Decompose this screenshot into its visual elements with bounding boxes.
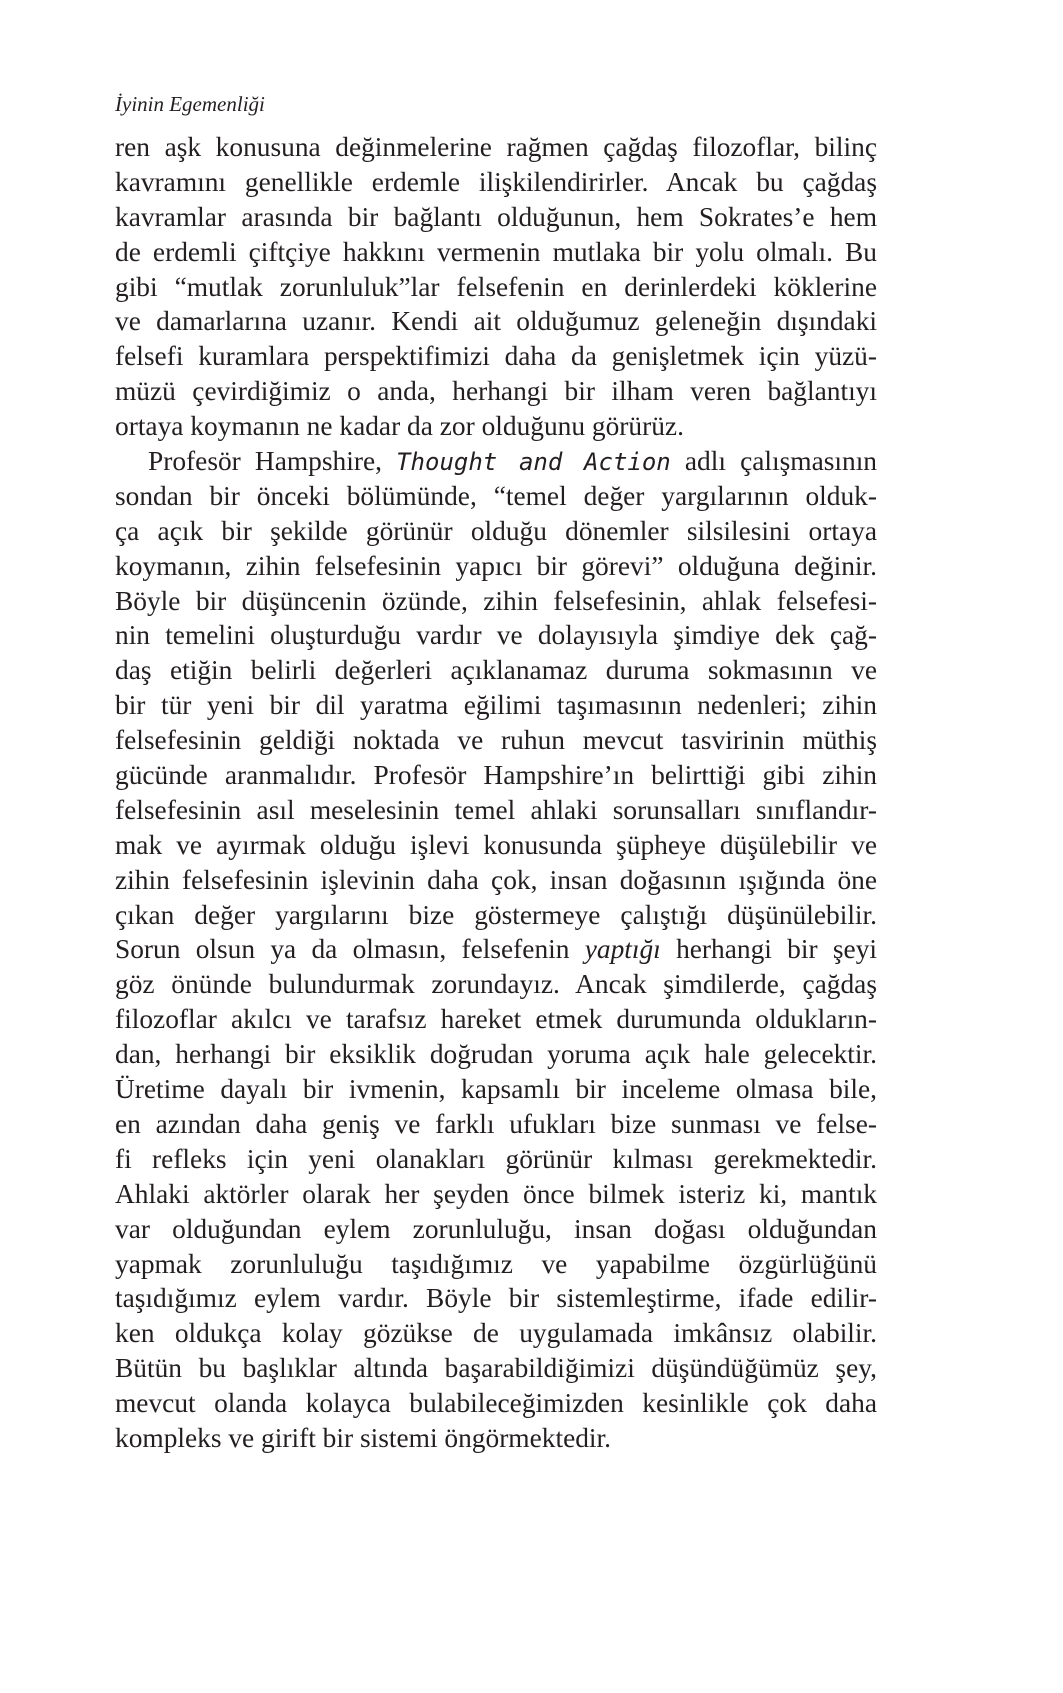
text-line: taşıdığımız eylem vardır. Böyle bir sistemleştirme, ifade edilir- (115, 1283, 877, 1314)
text-line: Böyle bir düşüncenin özünde, zihin felsefesinin, ahlak felsefesi- (115, 585, 877, 616)
text-line: koymanın, zihin felsefesinin yapıcı bir görevi” olduğuna değinir. (115, 550, 877, 581)
text-line: ortaya koymanın ne kadar da zor olduğunu görürüz. (115, 411, 684, 442)
text-segment: adlı çalışmasının (670, 446, 877, 477)
text-line: gibi “mutlak zorunluluk”lar felsefenin en derinlerdeki köklerine (115, 271, 877, 302)
text-line: müzü çevirdiğimiz o anda, herhangi bir ilham veren bağlantıyı (115, 376, 877, 407)
text-line: ça açık bir şekilde görünür olduğu dönemler silsilesini ortaya (115, 515, 877, 546)
text-line: kavramlar arasında bir bağlantı olduğunun, hem Sokrates’e hem (115, 201, 877, 232)
text-line: Ahlaki aktörler olarak her şeyden önce bilmek isteriz ki, mantık (115, 1178, 877, 1209)
text-line: göz önünde bulundurmak zorundayız. Ancak şimdilerde, çağdaş (115, 969, 877, 1000)
text-line: fi refleks için yeni olanakları görünür kılması gerekmektedir. (115, 1143, 877, 1174)
text-line: bir tür yeni bir dil yaratma eğilimi taşımasının nedenleri; zihin (115, 690, 877, 721)
text-line: sondan bir önceki bölümünde, “temel değer yargılarının olduk- (115, 480, 877, 511)
text-line: nin temelini oluşturduğu vardır ve dolayısıyla şimdiye dek çağ- (115, 620, 877, 651)
text-line: Üretime dayalı bir ivmenin, kapsamlı bir inceleme olmasa bile, (115, 1074, 877, 1105)
emphasis: yaptığı (584, 934, 661, 965)
text-line: ve damarlarına uzanır. Kendi ait olduğumuz geleneğin dışındaki (115, 306, 877, 337)
text-segment: Profesör Hampshire, (148, 446, 397, 477)
text-line: ken oldukça kolay gözükse de uygulamada imkânsız olabilir. (115, 1318, 877, 1349)
body-text (115, 130, 877, 1456)
text-line: felsefi kuramlara perspektifimizi daha da genişletmek için yüzü- (115, 341, 877, 372)
running-head: İyinin Egemenliği (115, 92, 265, 116)
text-line: felsefesinin asıl meselesinin temel ahlaki sorunsalları sınıflandır- (115, 794, 877, 825)
text-segment: Sorun olsun ya da olmasın, felsefenin (115, 934, 585, 965)
text-line: çıkan değer yargılarını bize göstermeye çalıştığı düşünülebilir. (115, 899, 877, 930)
paragraph-2 (115, 444, 877, 1456)
text-line: kompleks ve girift bir sistemi öngörmektedir. (115, 1422, 611, 1453)
text-line: mevcut olanda kolayca bulabileceğimizden kesinlikle çok daha (115, 1388, 877, 1419)
text-line: gücünde aranmalıdır. Profesör Hampshire’ın belirttiği gibi zihin (115, 760, 877, 791)
text-line: dan, herhangi bir eksiklik doğrudan yoruma açık hale gelecektir. (115, 1039, 877, 1070)
text-line: var olduğundan eylem zorunluluğu, insan doğası olduğundan (115, 1213, 877, 1244)
text-line: en azından daha geniş ve farklı ufukları bize sunması ve felse- (115, 1108, 877, 1139)
text-line: mak ve ayırmak olduğu işlevi konusunda şüpheye düşülebilir ve (115, 829, 877, 860)
text-line: de erdemli çiftçiye hakkını vermenin mutlaka bir yolu olmalı. Bu (115, 236, 877, 267)
text-line: daş etiğin belirli değerleri açıklanamaz duruma sokmasının ve (115, 655, 877, 686)
text-line: Bütün bu başlıklar altında başarabildiğimizi düşündüğümüz şey, (115, 1353, 877, 1384)
text-line (115, 932, 877, 967)
text-line: felsefesinin geldiği noktada ve ruhun mevcut tasvirinin müthiş (115, 725, 877, 756)
text-line: kavramını genellikle erdemle ilişkilendirirler. Ancak bu çağdaş (115, 166, 877, 197)
text-line: yapmak zorunluluğu taşıdığımız ve yapabilme özgürlüğünü (115, 1248, 877, 1279)
text-segment: herhangi bir şeyi (660, 934, 877, 965)
text-line (115, 444, 877, 479)
book-title: Thought and Action (396, 448, 671, 477)
paragraph-1 (115, 130, 877, 444)
text-line: zihin felsefesinin işlevinin daha çok, insan doğasının ışığında öne (115, 864, 877, 895)
text-line: ren aşk konusuna değinmelerine rağmen çağdaş filozoflar, bilinç (115, 132, 877, 162)
text-line: filozoflar akılcı ve tarafsız hareket etmek durumunda oldukların- (115, 1004, 877, 1035)
